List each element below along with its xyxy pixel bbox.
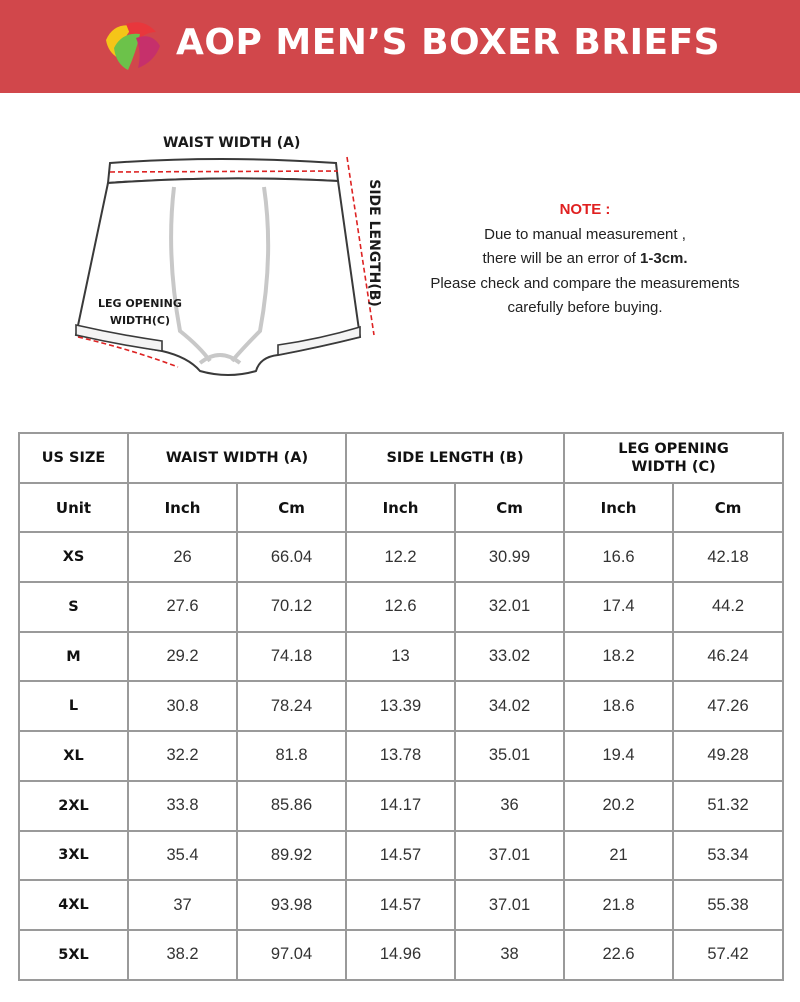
unit-row	[19, 483, 783, 533]
measurement-cell: 14.17	[346, 781, 455, 831]
measurement-cell: 12.2	[346, 532, 455, 582]
leg-opening-label	[98, 295, 182, 329]
size-cell: 5XL	[19, 930, 128, 980]
side-length-label: SIDE LENGTH(B)	[366, 179, 382, 307]
measurement-cell: 35.4	[128, 831, 237, 881]
size-cell: XL	[19, 731, 128, 781]
page-title: AOP MEN’S BOXER BRIEFS	[176, 22, 721, 63]
unit-cell: Cm	[237, 483, 346, 533]
measurement-cell: 38.2	[128, 930, 237, 980]
measurement-cell: 55.38	[673, 880, 783, 930]
table-row	[19, 731, 783, 781]
measurement-cell: 19.4	[564, 731, 673, 781]
side-length-header: SIDE LENGTH (B)	[346, 433, 564, 483]
table-row	[19, 632, 783, 682]
table-row	[19, 930, 783, 980]
measurement-cell: 46.24	[673, 632, 783, 682]
measurement-cell: 44.2	[673, 582, 783, 632]
measurement-cell: 21	[564, 831, 673, 881]
measurement-cell: 26	[128, 532, 237, 582]
table-row	[19, 831, 783, 881]
unit-cell: Inch	[128, 483, 237, 533]
measurement-cell: 70.12	[237, 582, 346, 632]
measurement-cell: 36	[455, 781, 564, 831]
measurement-cell: 13.78	[346, 731, 455, 781]
note-line-1: Due to manual measurement ,	[484, 225, 686, 243]
measurement-cell: 13.39	[346, 681, 455, 731]
measurement-cell: 66.04	[237, 532, 346, 582]
measurement-cell: 12.6	[346, 582, 455, 632]
size-cell: M	[19, 632, 128, 682]
note-error-range: 1-3cm.	[640, 250, 688, 267]
unit-cell: Inch	[564, 483, 673, 533]
waist-width-label: WAIST WIDTH (A)	[163, 135, 301, 151]
measurement-cell: 85.86	[237, 781, 346, 831]
measurement-cell: 22.6	[564, 930, 673, 980]
leg-opening-label-line2: WIDTH(C)	[109, 314, 171, 327]
measurement-cell: 89.92	[237, 831, 346, 881]
note-line-2-text: there will be an error of	[482, 250, 641, 267]
measurement-cell: 13	[346, 632, 455, 682]
measurement-cell: 37	[128, 880, 237, 930]
unit-cell: Cm	[673, 483, 783, 533]
measurement-cell: 27.6	[128, 582, 237, 632]
size-cell: 3XL	[19, 831, 128, 881]
measurement-cell: 32.2	[128, 731, 237, 781]
waist-width-header: WAIST WIDTH (A)	[128, 433, 346, 483]
table-row	[19, 880, 783, 930]
measurement-cell: 57.42	[673, 930, 783, 980]
note-line-2	[410, 247, 760, 272]
measurement-cell: 18.2	[564, 632, 673, 682]
measurement-cell: 14.96	[346, 930, 455, 980]
note-line-4: carefully before buying.	[507, 299, 663, 316]
size-cell: L	[19, 681, 128, 731]
measurement-cell: 38	[455, 930, 564, 980]
measurement-cell: 53.34	[673, 831, 783, 881]
size-cell: XS	[19, 532, 128, 582]
size-chart-table	[18, 432, 784, 981]
measurement-note	[410, 198, 760, 321]
measurement-cell: 20.2	[564, 781, 673, 831]
measurement-cell: 17.4	[564, 582, 673, 632]
brand-logo-icon	[100, 18, 164, 74]
measurement-cell: 33.8	[128, 781, 237, 831]
size-column-header: US SIZE	[19, 433, 128, 483]
note-line-3: Please check and compare the measurements	[430, 274, 740, 292]
measurement-cell: 47.26	[673, 681, 783, 731]
measurement-cell: 21.8	[564, 880, 673, 930]
table-row	[19, 532, 783, 582]
measurement-cell: 33.02	[455, 632, 564, 682]
measurement-cell: 81.8	[237, 731, 346, 781]
leg-opening-header	[564, 433, 783, 483]
size-cell: S	[19, 582, 128, 632]
header-banner	[0, 0, 800, 93]
unit-cell: Cm	[455, 483, 564, 533]
measurement-cell: 14.57	[346, 880, 455, 930]
measurement-cell: 49.28	[673, 731, 783, 781]
measurement-cell: 30.8	[128, 681, 237, 731]
measurement-cell: 18.6	[564, 681, 673, 731]
leg-opening-header-line1: LEG OPENING	[618, 440, 729, 457]
leg-opening-label-line1: LEG OPENING	[98, 297, 182, 310]
measurement-cell: 29.2	[128, 632, 237, 682]
measurement-cell: 14.57	[346, 831, 455, 881]
unit-label: Unit	[19, 483, 128, 533]
measurement-cell: 37.01	[455, 831, 564, 881]
table-row	[19, 781, 783, 831]
measurement-cell: 32.01	[455, 582, 564, 632]
boxer-diagram	[60, 125, 420, 405]
size-cell: 2XL	[19, 781, 128, 831]
size-cell: 4XL	[19, 880, 128, 930]
measurement-cell: 78.24	[237, 681, 346, 731]
measurement-cell: 35.01	[455, 731, 564, 781]
table-header-row	[19, 433, 783, 483]
measurement-cell: 74.18	[237, 632, 346, 682]
measurement-cell: 97.04	[237, 930, 346, 980]
leg-opening-header-line2: WIDTH (C)	[631, 458, 716, 475]
measurement-cell: 16.6	[564, 532, 673, 582]
table-row	[19, 681, 783, 731]
note-title: NOTE :	[559, 201, 611, 218]
measurement-cell: 42.18	[673, 532, 783, 582]
measurement-cell: 37.01	[455, 880, 564, 930]
measurement-cell: 93.98	[237, 880, 346, 930]
measurement-cell: 30.99	[455, 532, 564, 582]
unit-cell: Inch	[346, 483, 455, 533]
table-row	[19, 582, 783, 632]
measurement-cell: 51.32	[673, 781, 783, 831]
measurement-cell: 34.02	[455, 681, 564, 731]
